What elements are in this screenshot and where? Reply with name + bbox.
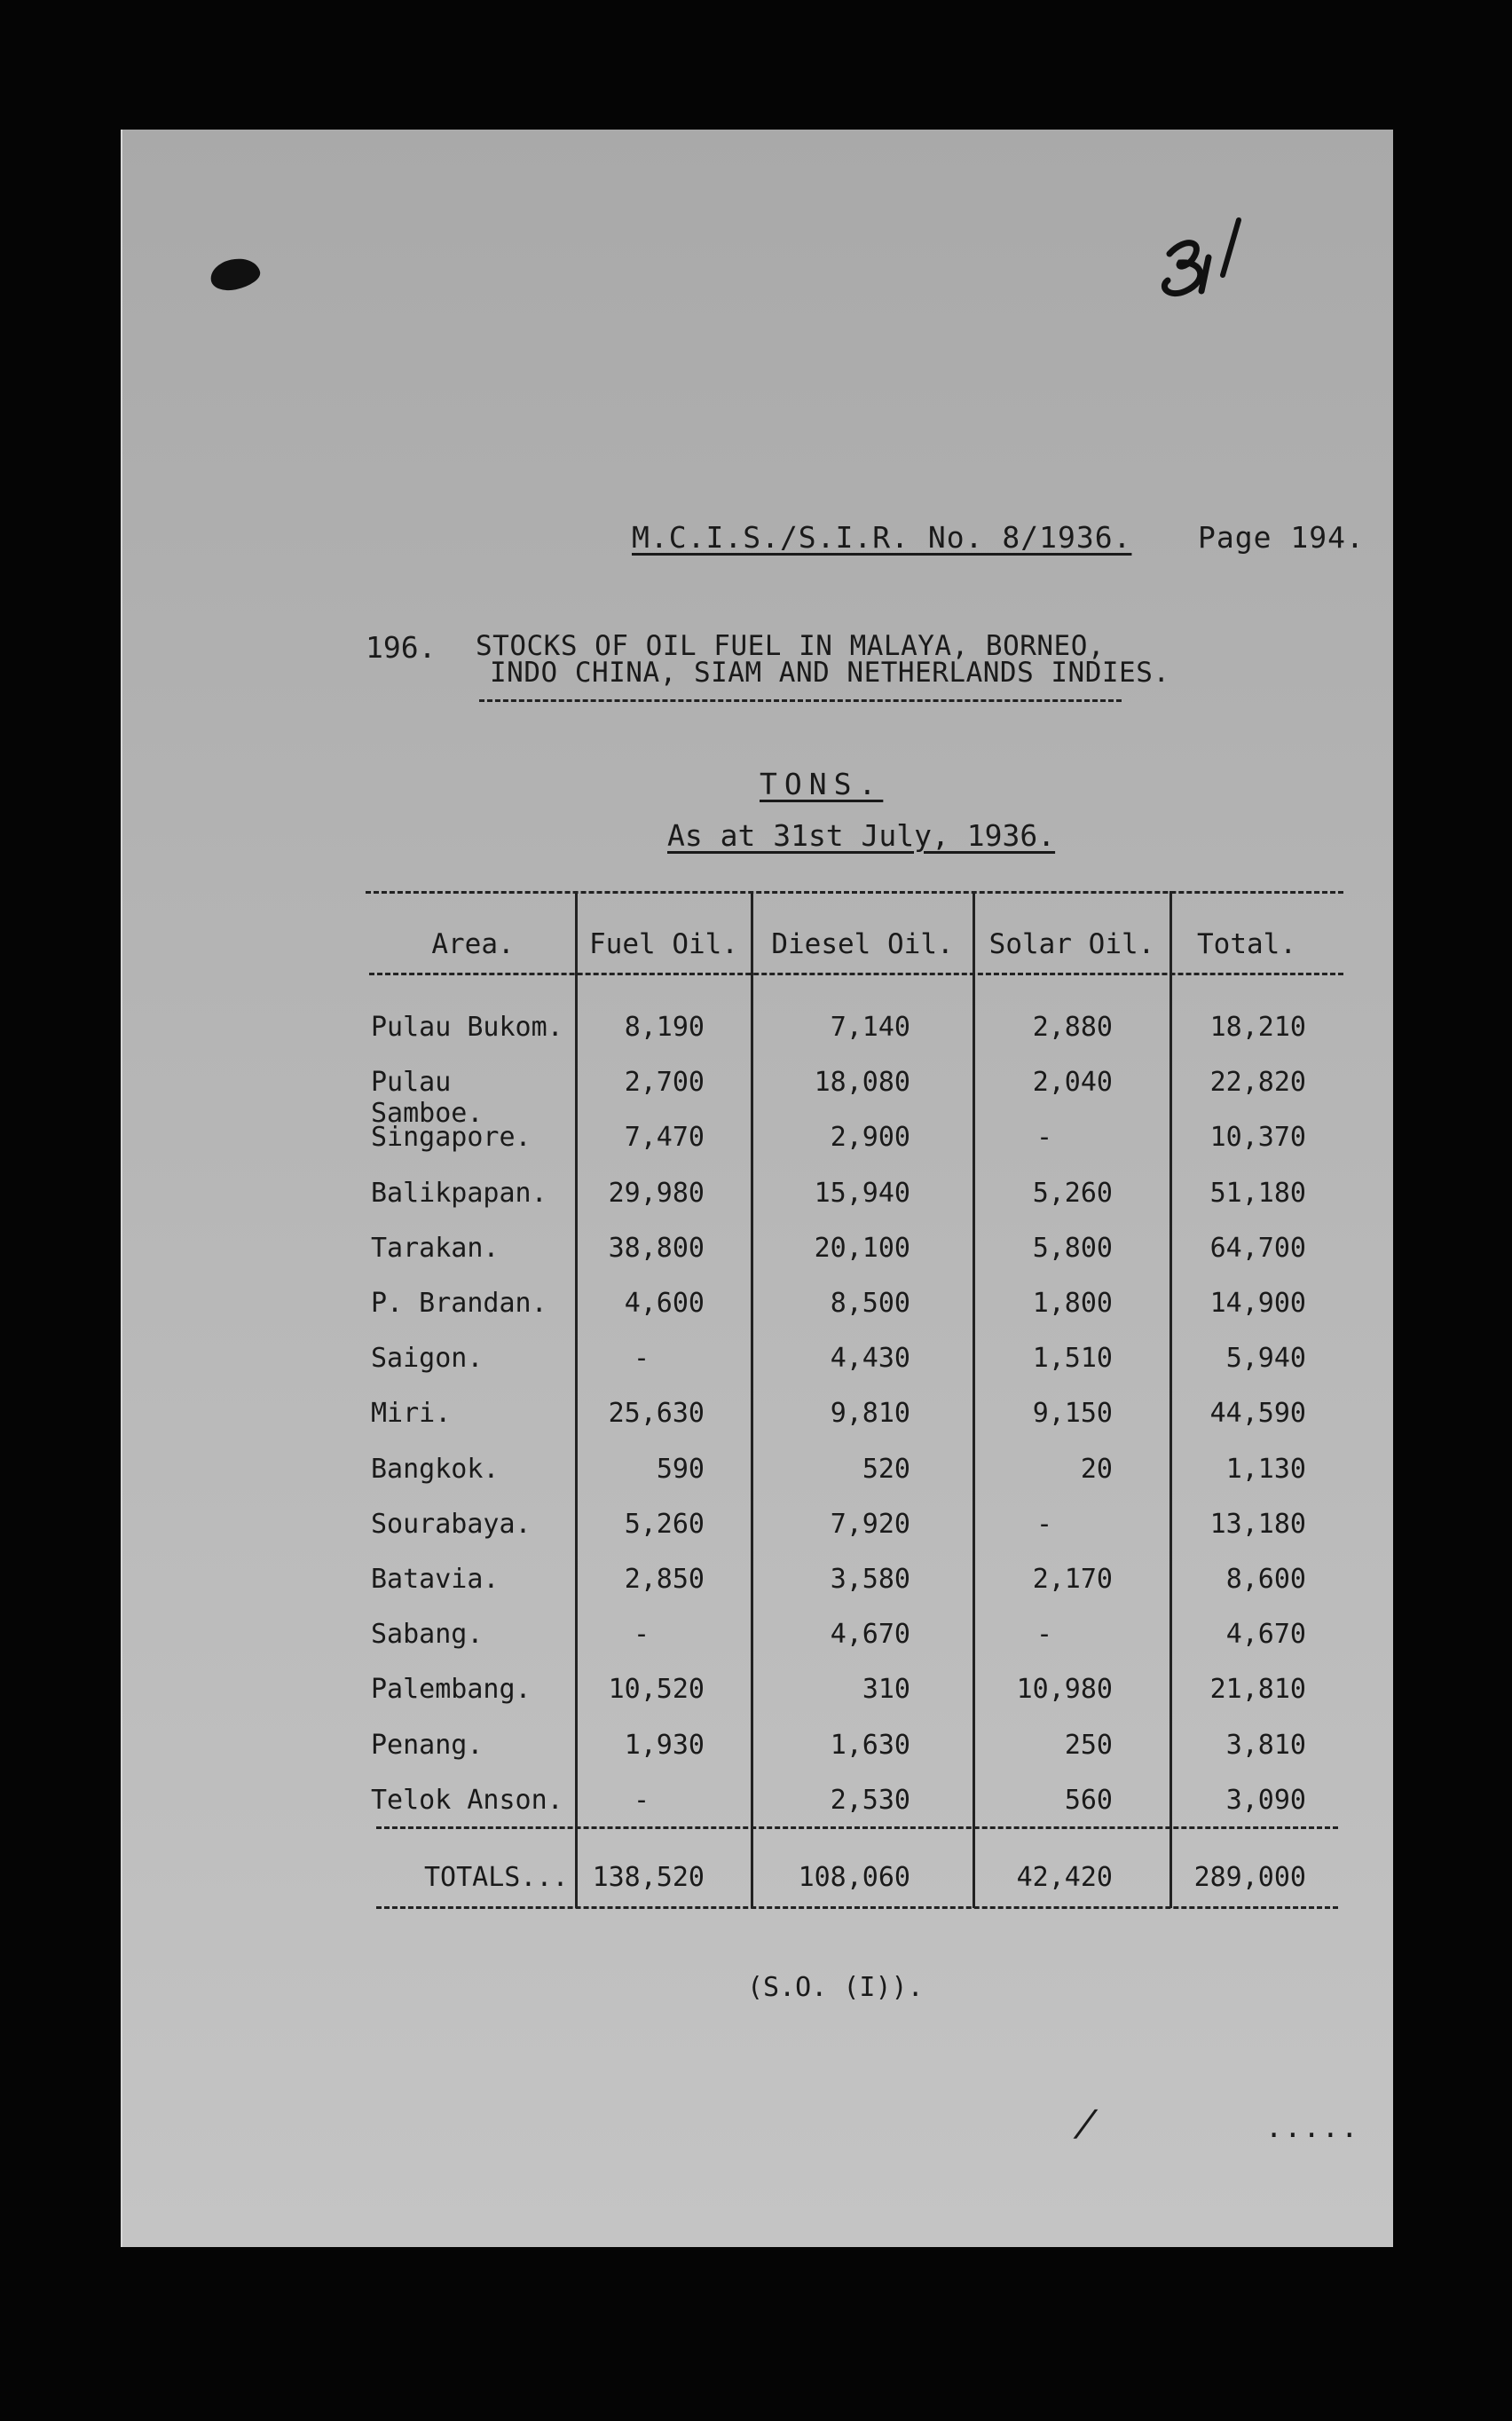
header-area: Area. <box>431 928 515 960</box>
cell-diesel-oil: 4,430 <box>830 1343 910 1375</box>
cell-area: Sabang. <box>371 1619 484 1651</box>
cell-solar-oil: 1,510 <box>1032 1343 1113 1375</box>
grand-total: 289,000 <box>1193 1862 1306 1893</box>
cell-solar-oil: 10,980 <box>1016 1674 1113 1706</box>
cell-area: Palembang. <box>371 1674 532 1706</box>
cell-area: Bangkok. <box>371 1453 500 1485</box>
cell-fuel-oil: 590 <box>656 1453 705 1485</box>
cell-total: 1,130 <box>1225 1453 1306 1485</box>
item-number: 196. <box>366 630 437 665</box>
title-line-1: STOCKS OF OIL FUEL IN MALAYA, BORNEO, <box>476 630 1106 662</box>
document-reference: M.C.I.S./S.I.R. No. 8/1936. <box>632 520 1132 555</box>
header-bottom-rule <box>369 973 1343 975</box>
table-bottom-rule <box>376 1906 1338 1909</box>
cell-total: 14,900 <box>1209 1288 1306 1319</box>
cell-total: 3,090 <box>1225 1784 1306 1816</box>
cell-solar-oil: 5,800 <box>1032 1232 1113 1264</box>
cell-total: 44,590 <box>1209 1398 1306 1430</box>
total-fuel-oil: 138,520 <box>592 1862 705 1893</box>
cell-fuel-oil: - <box>633 1619 650 1651</box>
header-fuel-oil: Fuel Oil. <box>589 928 738 960</box>
cell-total: 22,820 <box>1209 1067 1306 1099</box>
cell-diesel-oil: 310 <box>862 1674 910 1706</box>
cell-solar-oil: 20 <box>1080 1453 1113 1485</box>
title-line-2: INDO CHINA, SIAM AND NETHERLANDS INDIES. <box>490 657 1170 689</box>
cell-fuel-oil: 4,600 <box>624 1288 705 1319</box>
cell-total: 4,670 <box>1225 1619 1306 1651</box>
cell-fuel-oil: 2,850 <box>624 1564 705 1595</box>
cell-diesel-oil: 7,140 <box>830 1012 910 1043</box>
cell-fuel-oil: 38,800 <box>608 1232 705 1264</box>
cell-diesel-oil: 18,080 <box>814 1067 910 1099</box>
totals-label: TOTALS... <box>424 1862 569 1893</box>
column-divider-1 <box>575 891 578 1908</box>
cell-diesel-oil: 2,900 <box>830 1122 910 1154</box>
column-divider-4 <box>1169 891 1172 1908</box>
units-label: TONS. <box>760 767 884 801</box>
cell-total: 18,210 <box>1209 1012 1306 1043</box>
cell-fuel-oil: 29,980 <box>608 1177 705 1209</box>
cell-area: Pulau Samboe. <box>371 1067 484 1130</box>
cell-area: P. Brandan. <box>371 1288 547 1319</box>
total-diesel-oil: 108,060 <box>798 1862 910 1893</box>
cell-diesel-oil: 1,630 <box>830 1729 910 1761</box>
cell-diesel-oil: 8,500 <box>830 1288 910 1319</box>
total-solar-oil: 42,420 <box>1016 1862 1113 1893</box>
cell-solar-oil: 2,880 <box>1032 1012 1113 1043</box>
cell-area: Pulau Bukom. <box>371 1012 563 1043</box>
cell-fuel-oil: 8,190 <box>624 1012 705 1043</box>
column-divider-2 <box>751 891 753 1908</box>
cell-fuel-oil: 1,930 <box>624 1729 705 1761</box>
table-top-rule <box>366 891 1343 894</box>
cell-area: Miri. <box>371 1398 452 1430</box>
cell-diesel-oil: 3,580 <box>830 1564 910 1595</box>
cell-solar-oil: 2,170 <box>1032 1564 1113 1595</box>
as-at-date: As at 31st July, 1936. <box>667 818 1056 853</box>
cell-fuel-oil: 25,630 <box>608 1398 705 1430</box>
cell-fuel-oil: - <box>633 1343 650 1375</box>
corner-mark: / <box>1069 2103 1103 2144</box>
cell-solar-oil: 2,040 <box>1032 1067 1113 1099</box>
cell-diesel-oil: 2,530 <box>830 1784 910 1816</box>
cell-solar-oil: - <box>1036 1508 1053 1540</box>
cell-fuel-oil: 5,260 <box>624 1508 705 1540</box>
cell-diesel-oil: 7,920 <box>830 1508 910 1540</box>
cell-solar-oil: 9,150 <box>1032 1398 1113 1430</box>
handwritten-page-number <box>1150 199 1265 314</box>
cell-area: Batavia. <box>371 1564 500 1595</box>
header-total: Total. <box>1197 928 1296 960</box>
cell-fuel-oil: - <box>633 1784 650 1816</box>
cell-total: 21,810 <box>1209 1674 1306 1706</box>
cell-fuel-oil: 7,470 <box>624 1122 705 1154</box>
cell-diesel-oil: 15,940 <box>814 1177 910 1209</box>
cell-diesel-oil: 520 <box>862 1453 910 1485</box>
cell-solar-oil: 1,800 <box>1032 1288 1113 1319</box>
cell-total: 13,180 <box>1209 1508 1306 1540</box>
cell-area: Saigon. <box>371 1343 484 1375</box>
cell-area: Singapore. <box>371 1122 532 1154</box>
cell-total: 10,370 <box>1209 1122 1306 1154</box>
cell-solar-oil: 250 <box>1064 1729 1113 1761</box>
cell-area: Tarakan. <box>371 1232 500 1264</box>
cell-solar-oil: - <box>1036 1122 1053 1154</box>
cell-diesel-oil: 20,100 <box>814 1232 910 1264</box>
page-number-label: Page 194. <box>1198 520 1365 555</box>
cell-area: Sourabaya. <box>371 1508 532 1540</box>
cell-diesel-oil: 9,810 <box>830 1398 910 1430</box>
cell-solar-oil: 560 <box>1064 1784 1113 1816</box>
continuation-dots: ..... <box>1265 2110 1360 2144</box>
footer-source: (S.O. (I)). <box>747 1972 924 2003</box>
cell-total: 51,180 <box>1209 1177 1306 1209</box>
title-rule <box>479 699 1122 702</box>
cell-fuel-oil: 10,520 <box>608 1674 705 1706</box>
cell-solar-oil: 5,260 <box>1032 1177 1113 1209</box>
cell-total: 5,940 <box>1225 1343 1306 1375</box>
cell-total: 3,810 <box>1225 1729 1306 1761</box>
cell-fuel-oil: 2,700 <box>624 1067 705 1099</box>
header-solar-oil: Solar Oil. <box>988 928 1155 960</box>
cell-solar-oil: - <box>1036 1619 1053 1651</box>
header-diesel-oil: Diesel Oil. <box>771 928 954 960</box>
totals-top-rule <box>376 1826 1338 1829</box>
cell-total: 8,600 <box>1225 1564 1306 1595</box>
cell-diesel-oil: 4,670 <box>830 1619 910 1651</box>
cell-area: Penang. <box>371 1729 484 1761</box>
column-divider-3 <box>973 891 975 1908</box>
cell-area: Balikpapan. <box>371 1177 547 1209</box>
cell-total: 64,700 <box>1209 1232 1306 1264</box>
cell-area: Telok Anson. <box>371 1784 563 1816</box>
